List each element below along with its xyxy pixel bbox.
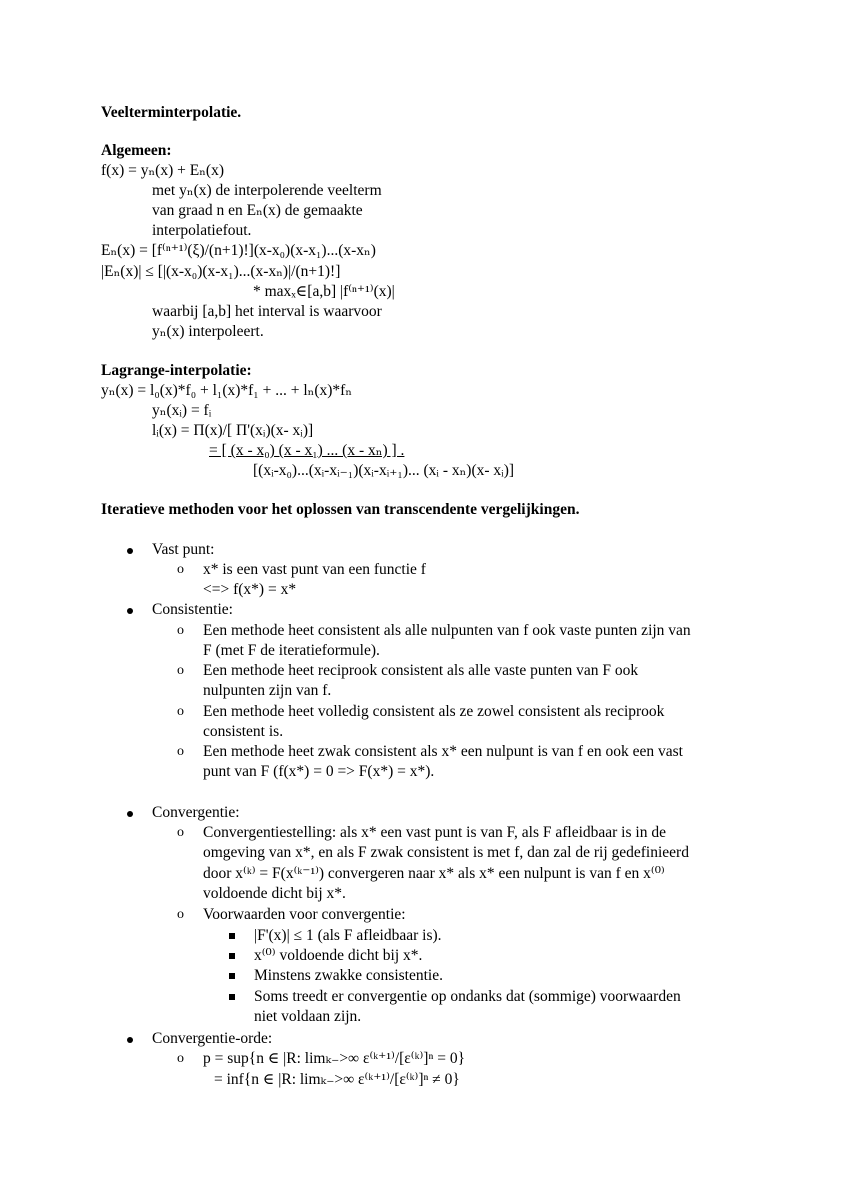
list-item-title: Convergentie: (152, 804, 240, 821)
formula-line: f(x) = yₙ(x) + Eₙ(x) (101, 162, 224, 179)
list-item: Een methode heet consistent als alle nulpunten van f ook vaste punten zijn van (203, 622, 691, 639)
list-item: voldoende dicht bij x*. (203, 885, 346, 902)
list-item: nulpunten zijn van f. (203, 682, 332, 699)
list-item-title: Consistentie: (152, 601, 233, 618)
bullet-icon (127, 811, 133, 817)
fraction-numerator: = [ (x - x₀) (x - x₁) ... (x - xₙ) ] . (209, 442, 405, 459)
list-item: Soms treedt er convergentie op ondanks dat (sommige) voorwaarden (254, 988, 681, 1005)
text-line: yₙ(x) interpoleert. (152, 323, 264, 340)
bullet-icon (127, 608, 133, 614)
list-item: door x⁽ᵏ⁾ = F(x⁽ᵏ⁻¹⁾) convergeren naar x* als x* een nulpunt is van f en x⁽⁰⁾ (203, 865, 665, 882)
list-item-title: Vast punt: (152, 541, 215, 558)
square-bullet-icon (229, 953, 235, 959)
list-item: |F'(x)| ≤ 1 (als F afleidbaar is). (254, 927, 442, 944)
lagrange-title: Lagrange-interpolatie: (101, 362, 252, 379)
formula-line: * maxₓ∈[a,b] |f⁽ⁿ⁺¹⁾(x)| (253, 283, 395, 300)
list-item: Een methode heet volledig consistent als ze zowel consistent als reciprook (203, 703, 665, 720)
formula-line: Eₙ(x) = [f⁽ⁿ⁺¹⁾(ξ)/(n+1)!](x-x₀)(x-x₁)...(x-xₙ) (101, 242, 376, 259)
text-line: van graad n en Eₙ(x) de gemaakte (152, 202, 363, 219)
text-line: met yₙ(x) de interpolerende veelterm (152, 182, 382, 199)
list-item: punt van F (f(x*) = 0 => F(x*) = x*). (203, 763, 435, 780)
list-item: x⁽⁰⁾ voldoende dicht bij x*. (254, 947, 423, 964)
circle-bullet-icon: o (177, 623, 184, 638)
list-item: <=> f(x*) = x* (203, 581, 297, 598)
list-item: Een methode heet zwak consistent als x* een nulpunt is van f en ook een vast (203, 743, 683, 760)
list-item: omgeving van x*, en als F zwak consistent is met f, dan zal de rij gedefinieerd (203, 844, 689, 861)
list-item: Convergentiestelling: als x* een vast punt is van F, als F afleidbaar is in de (203, 824, 666, 841)
list-item-title: Convergentie-orde: (152, 1030, 273, 1047)
square-bullet-icon (229, 994, 235, 1000)
text-line: interpolatiefout. (152, 222, 252, 239)
list-item: niet voldaan zijn. (254, 1008, 362, 1025)
square-bullet-icon (229, 933, 235, 939)
algemeen-title: Algemeen: (101, 142, 172, 159)
list-item: consistent is. (203, 723, 284, 740)
page-title: Veelterminterpolatie. (101, 104, 242, 121)
list-item: Een methode heet reciprook consistent als alle vaste punten van F ook (203, 662, 639, 679)
list-item: Minstens zwakke consistentie. (254, 967, 443, 984)
fraction-denominator: [(xᵢ-x₀)...(xᵢ-xᵢ₋₁)(xᵢ-xᵢ₊₁)... (xᵢ - xₙ)(x- xᵢ)] (253, 462, 515, 479)
formula-line: yₙ(x) = l₀(x)*f₀ + l₁(x)*f₁ + ... + lₙ(x)*fₙ (101, 382, 353, 399)
formula-line: yₙ(xᵢ) = fᵢ (152, 402, 212, 419)
circle-bullet-icon: o (177, 907, 184, 922)
formula-line: lᵢ(x) = Π(x)/[ Π'(xᵢ)(x- xᵢ)] (152, 422, 314, 439)
square-bullet-icon (229, 973, 235, 979)
circle-bullet-icon: o (177, 562, 184, 577)
circle-bullet-icon: o (177, 825, 184, 840)
circle-bullet-icon: o (177, 1051, 184, 1066)
bullet-icon (127, 548, 133, 554)
formula-line: |Eₙ(x)| ≤ [|(x-x₀)(x-x₁)...(x-xₙ)|/(n+1)!] (101, 263, 341, 280)
circle-bullet-icon: o (177, 663, 184, 678)
circle-bullet-icon: o (177, 704, 184, 719)
formula-line: p = sup{n ∈ |R: limₖ₋>∞ ε⁽ᵏ⁺¹⁾/[ε⁽ᵏ⁾]ⁿ = 0} (203, 1050, 466, 1067)
text-line: waarbij [a,b] het interval is waarvoor (152, 303, 382, 320)
bullet-icon (127, 1037, 133, 1043)
list-item: x* is een vast punt van een functie f (203, 561, 426, 578)
circle-bullet-icon: o (177, 744, 184, 759)
formula-line: = inf{n ∈ |R: limₖ₋>∞ ε⁽ᵏ⁺¹⁾/[ε⁽ᵏ⁾]ⁿ ≠ 0} (214, 1071, 460, 1088)
list-item: Voorwaarden voor convergentie: (203, 906, 406, 923)
list-item: F (met F de iteratieformule). (203, 642, 380, 659)
section-heading: Iteratieve methoden voor het oplossen van transcendente vergelijkingen. (101, 501, 580, 518)
